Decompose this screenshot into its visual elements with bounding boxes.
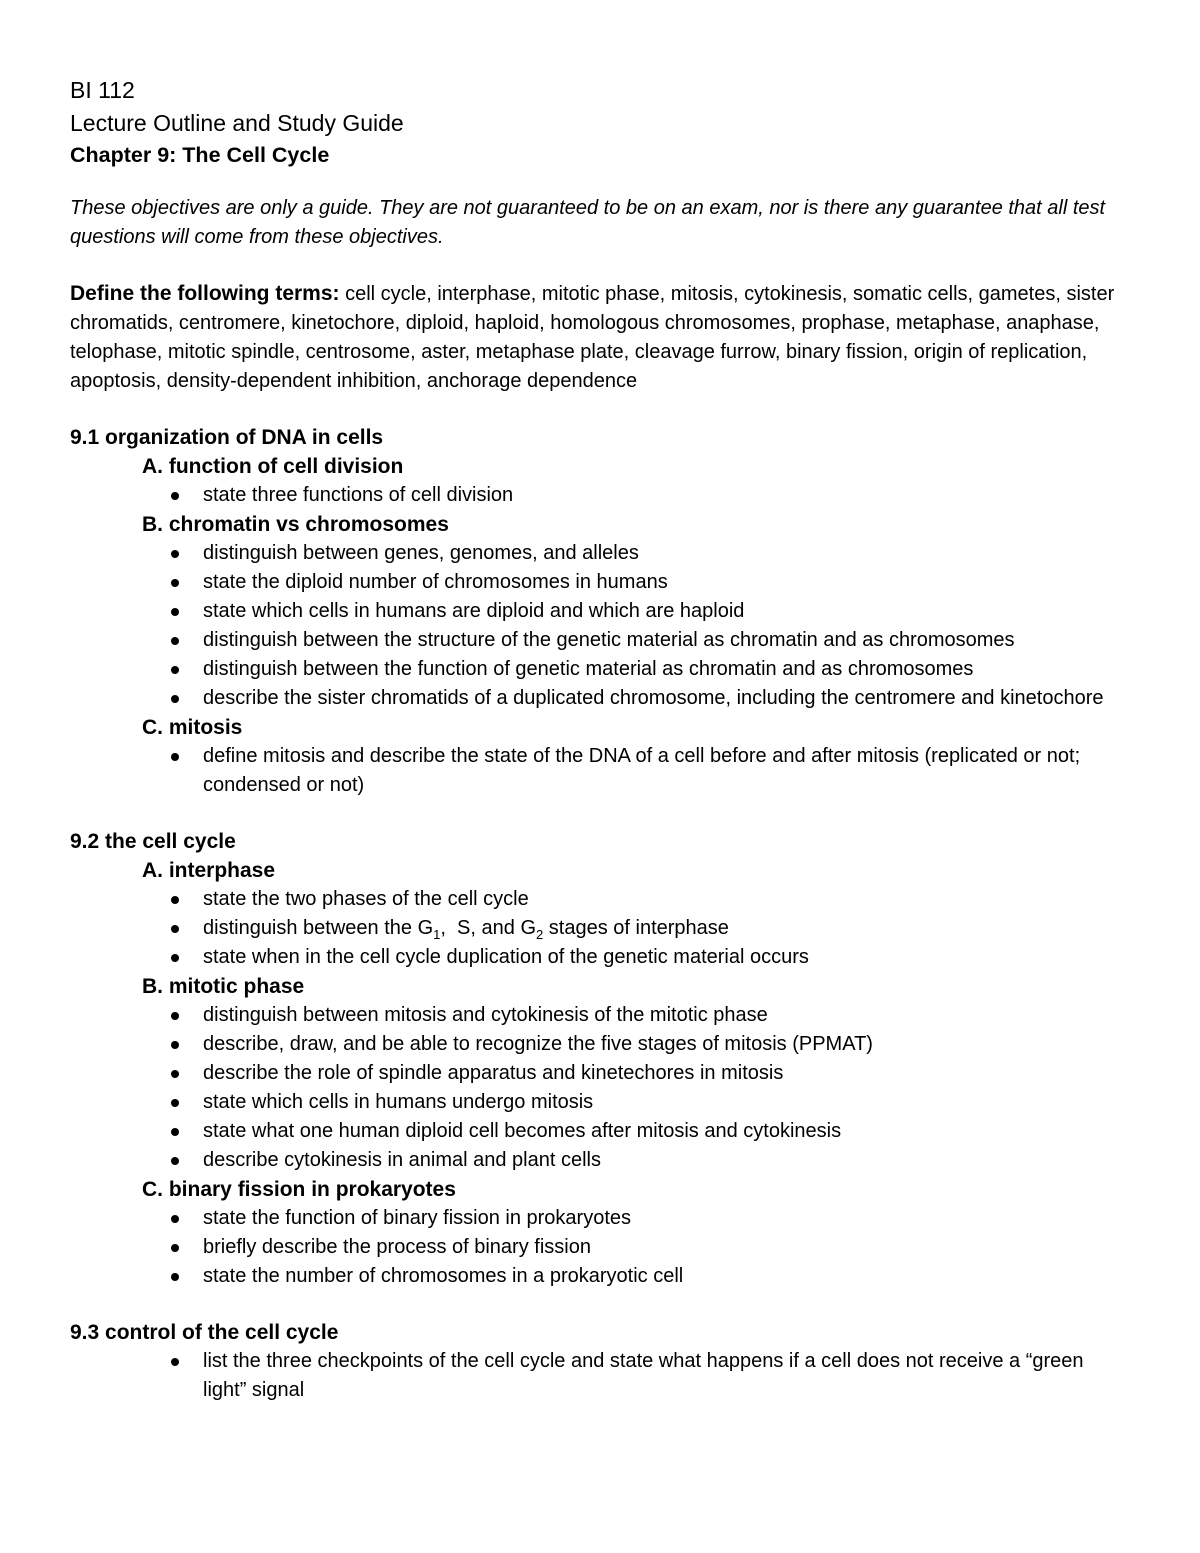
list-item — [203, 1233, 1130, 1262]
disclaimer-note: These objectives are only a guide. They are not guaranteed to be on an exam, nor is there any guarantee that all test questions will come from these objectives. — [70, 197, 1106, 248]
list-item — [203, 914, 1130, 943]
list-item — [203, 1117, 1130, 1146]
list-item — [203, 655, 1130, 684]
bullet-list-chromatin-vs-chromosomes — [70, 539, 1130, 713]
bullet-icon — [171, 492, 179, 500]
course-code: BI 112 — [70, 77, 135, 103]
bullet-list-mitotic-phase — [70, 1001, 1130, 1175]
list-item-text: briefly describe the process of binary fission — [203, 1236, 591, 1258]
list-item-text: describe the sister chromatids of a duplicated chromosome, including the centromere and kinetochore — [203, 687, 1104, 709]
list-item-text: describe, draw, and be able to recognize the five stages of mitosis (PPMAT) — [203, 1033, 873, 1055]
subsection-heading-function-of-cell-division: A. function of cell division — [142, 455, 404, 478]
list-item-text: distinguish between the structure of the genetic material as chromatin and as chromosomes — [203, 629, 1015, 651]
list-item — [203, 1030, 1130, 1059]
list-item-text: describe the role of spindle apparatus and kinetechores in mitosis — [203, 1062, 784, 1084]
bullet-icon — [171, 1012, 179, 1020]
document-title: Lecture Outline and Study Guide — [70, 110, 404, 136]
list-item-text: describe cytokinesis in animal and plant cells — [203, 1149, 601, 1171]
bullet-icon — [171, 1358, 179, 1366]
bullet-list-binary-fission — [70, 1204, 1130, 1291]
list-item — [203, 684, 1130, 713]
list-item-text: define mitosis and describe the state of the DNA of a cell before and after mitosis (replicated or not; condensed or not) — [203, 745, 1081, 796]
section-heading-9-1: 9.1 organization of DNA in cells — [70, 426, 384, 449]
stages-text-post: stages of interphase — [543, 917, 729, 939]
list-item — [203, 1204, 1130, 1233]
bullet-list-control-of-cell-cycle — [70, 1347, 1130, 1405]
stages-text-mid: , S, and G — [440, 917, 536, 939]
list-item-text: state three functions of cell division — [203, 484, 514, 506]
subsection-heading-mitosis: C. mitosis — [142, 716, 243, 739]
subsection-heading-mitotic-phase: B. mitotic phase — [142, 975, 305, 998]
list-item-text: state which cells in humans undergo mitosis — [203, 1091, 594, 1113]
list-item — [203, 1059, 1130, 1088]
list-item-text: state when in the cell cycle duplication of the genetic material occurs — [203, 946, 809, 968]
bullet-icon — [171, 1070, 179, 1078]
list-item — [203, 568, 1130, 597]
list-item-text: state the diploid number of chromosomes in humans — [203, 571, 668, 593]
list-item-text-stages — [203, 917, 729, 942]
list-item — [203, 539, 1130, 568]
list-item — [203, 1262, 1130, 1291]
bullet-icon — [171, 608, 179, 616]
bullet-list-function-of-cell-division — [70, 481, 1130, 510]
define-terms-list: cell cycle, interphase, mitotic phase, mitosis, cytokinesis, somatic cells, gametes, sister chromatids, centromere, kinetochore, diploid, haploid, homologous chromosomes, prophase, metaphase, anaphase, telophase, mitotic spindle, centrosome, aster, metaphase plate, cleavage furrow, binary fission, origin of replication, apoptosis, density-dependent inhibition, anchorage dependence — [70, 283, 1115, 392]
bullet-icon — [171, 954, 179, 962]
list-item-text: distinguish between mitosis and cytokinesis of the mitotic phase — [203, 1004, 768, 1026]
list-item — [203, 1001, 1130, 1030]
list-item — [203, 943, 1130, 972]
list-item — [203, 1146, 1130, 1175]
list-item — [203, 885, 1130, 914]
bullet-icon — [171, 1041, 179, 1049]
bullet-icon — [171, 666, 179, 674]
section-heading-9-2: 9.2 the cell cycle — [70, 830, 236, 853]
list-item-text: state which cells in humans are diploid and which are haploid — [203, 600, 745, 622]
bullet-list-mitosis — [70, 742, 1130, 800]
list-item-text: list the three checkpoints of the cell cycle and state what happens if a cell does not receive a “green light” signal — [203, 1350, 1084, 1401]
list-item — [203, 1088, 1130, 1117]
bullet-icon — [171, 896, 179, 904]
section-heading-9-3: 9.3 control of the cell cycle — [70, 1321, 339, 1344]
document-page — [70, 74, 1130, 1405]
bullet-icon — [171, 1273, 179, 1281]
g1-subscript: 1 — [433, 927, 441, 942]
chapter-title: Chapter 9: The Cell Cycle — [70, 143, 330, 167]
list-item-text: distinguish between genes, genomes, and alleles — [203, 542, 639, 564]
bullet-icon — [171, 1099, 179, 1107]
bullet-icon — [171, 1157, 179, 1165]
bullet-icon — [171, 637, 179, 645]
bullet-icon — [171, 1215, 179, 1223]
list-item — [203, 597, 1130, 626]
bullet-list-interphase — [70, 885, 1130, 972]
define-terms-label: Define the following terms: — [70, 282, 340, 305]
list-item — [203, 742, 1130, 800]
list-item-text: state the function of binary fission in prokaryotes — [203, 1207, 632, 1229]
g2-subscript: 2 — [536, 927, 544, 942]
list-item — [203, 626, 1130, 655]
bullet-icon — [171, 925, 179, 933]
define-terms-paragraph — [70, 279, 1130, 396]
bullet-icon — [171, 1244, 179, 1252]
list-item — [203, 481, 1130, 510]
bullet-icon — [171, 550, 179, 558]
bullet-icon — [171, 695, 179, 703]
list-item-text: state the number of chromosomes in a prokaryotic cell — [203, 1265, 684, 1287]
list-item — [203, 1347, 1130, 1405]
bullet-icon — [171, 579, 179, 587]
bullet-icon — [171, 753, 179, 761]
subsection-heading-interphase: A. interphase — [142, 859, 276, 882]
stages-text-pre: distinguish between the G — [203, 917, 434, 939]
list-item-text: distinguish between the function of genetic material as chromatin and as chromosomes — [203, 658, 974, 680]
list-item-text: state the two phases of the cell cycle — [203, 888, 529, 910]
list-item-text: state what one human diploid cell becomes after mitosis and cytokinesis — [203, 1120, 842, 1142]
subsection-heading-chromatin-vs-chromosomes: B. chromatin vs chromosomes — [142, 513, 449, 536]
bullet-icon — [171, 1128, 179, 1136]
subsection-heading-binary-fission: C. binary fission in prokaryotes — [142, 1178, 456, 1201]
